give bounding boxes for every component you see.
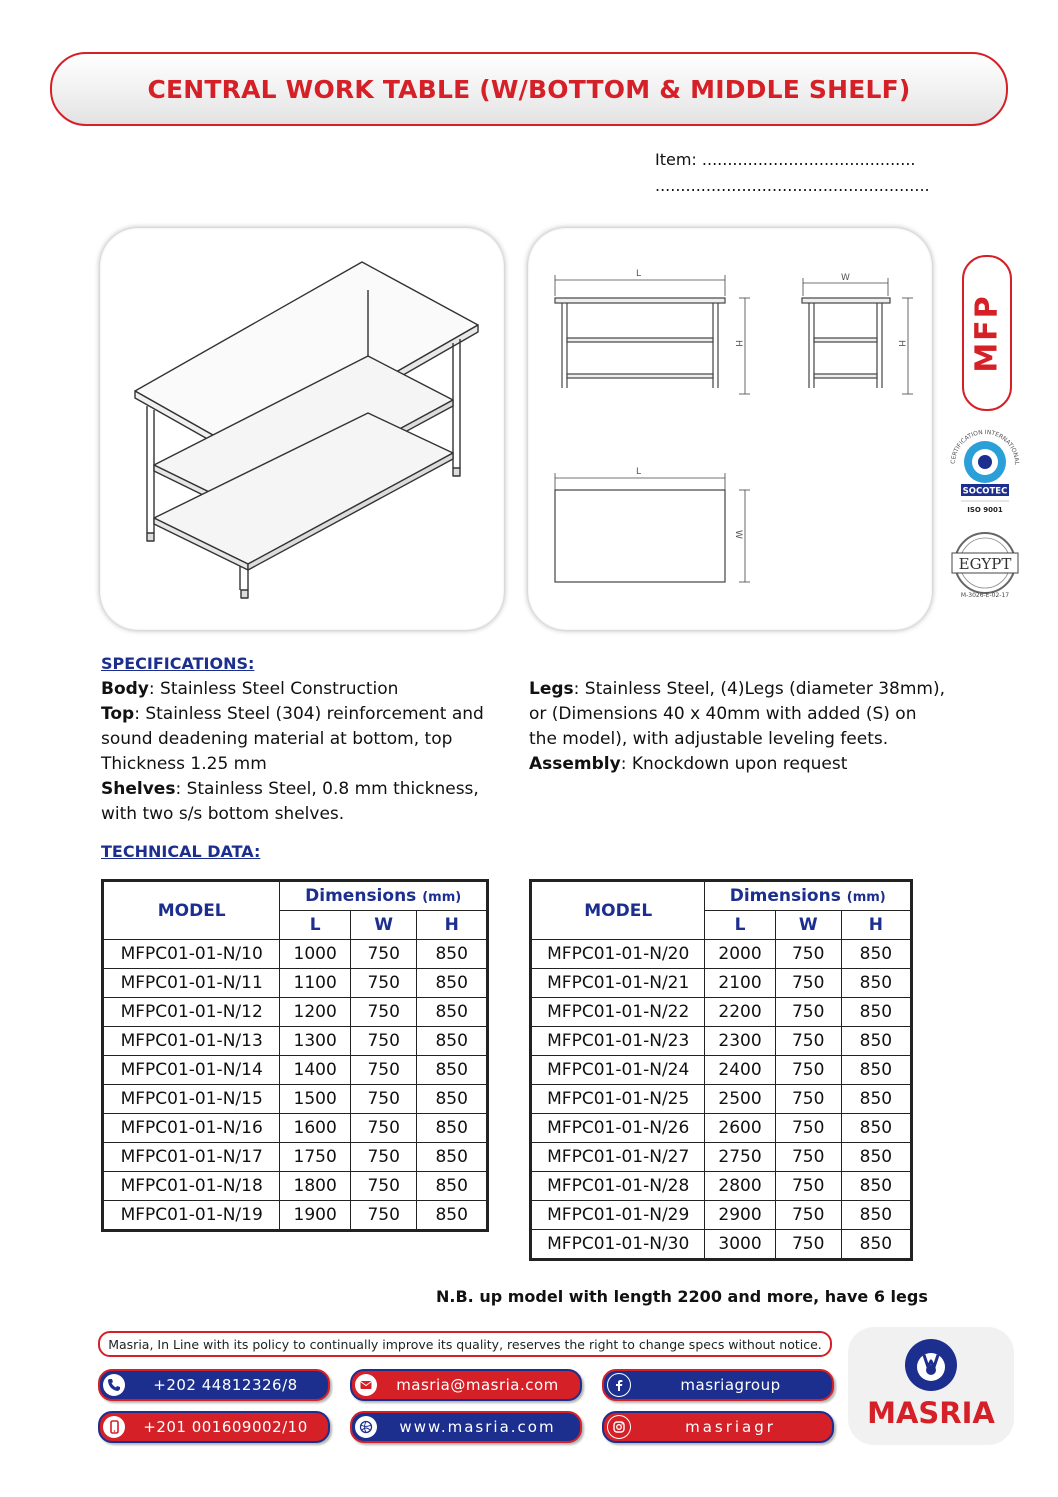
- table-row: [531, 1172, 912, 1201]
- table-row: [531, 969, 912, 998]
- model-cell: MFPC01-01-N/18: [103, 1172, 280, 1201]
- width-cell: 750: [775, 1201, 841, 1230]
- globe-icon: [355, 1416, 377, 1438]
- length-cell: 2750: [705, 1143, 775, 1172]
- top-text-1: : Stainless Steel (304) reinforcement and: [134, 704, 484, 724]
- length-cell: 1400: [280, 1056, 351, 1085]
- model-cell: MFPC01-01-N/19: [103, 1201, 280, 1231]
- length-cell: 1100: [280, 969, 351, 998]
- disclaimer-bar: [98, 1331, 832, 1357]
- table-row: [103, 1143, 488, 1172]
- email-icon: [355, 1374, 377, 1396]
- email-text: masria@masria.com: [396, 1376, 559, 1394]
- model-cell: MFPC01-01-N/26: [531, 1114, 705, 1143]
- masria-logo: [848, 1327, 1014, 1445]
- table-row: [103, 1201, 488, 1231]
- instagram-text: masriagr: [685, 1418, 776, 1436]
- width-cell: 750: [775, 1172, 841, 1201]
- egypt-seal-logo: [946, 530, 1024, 600]
- instagram-icon: [607, 1415, 631, 1439]
- title-banner: [50, 52, 1008, 126]
- length-cell: 2600: [705, 1114, 775, 1143]
- table-row: [531, 1114, 912, 1143]
- iso-text: ISO 9001: [967, 506, 1003, 514]
- width-cell: 750: [350, 940, 417, 969]
- height-cell: 850: [417, 1085, 488, 1114]
- front-length-label: L: [636, 269, 642, 279]
- table-row: [531, 940, 912, 969]
- length-cell: 2800: [705, 1172, 775, 1201]
- width-cell: 750: [775, 1027, 841, 1056]
- col-w-header: W: [775, 911, 841, 940]
- col-l-header: L: [705, 911, 775, 940]
- length-cell: 2300: [705, 1027, 775, 1056]
- model-cell: MFPC01-01-N/15: [103, 1085, 280, 1114]
- model-cell: MFPC01-01-N/24: [531, 1056, 705, 1085]
- isometric-drawing-panel: [100, 228, 504, 630]
- email-pill[interactable]: [350, 1369, 582, 1401]
- phone-icon: [103, 1374, 125, 1396]
- length-cell: 2000: [705, 940, 775, 969]
- legs-label: Legs: [529, 679, 574, 699]
- legs-text-3: the model), with adjustable leveling feets.: [529, 729, 889, 749]
- width-cell: 750: [350, 1201, 417, 1231]
- isometric-table-drawing: [100, 228, 504, 630]
- phone-2-text: +201 001609002/10: [143, 1418, 308, 1436]
- height-cell: 850: [841, 1201, 911, 1230]
- height-cell: 850: [417, 1201, 488, 1231]
- col-l-header: L: [280, 911, 351, 940]
- width-cell: 750: [775, 998, 841, 1027]
- page-title: CENTRAL WORK TABLE (W/BOTTOM & MIDDLE SHELF): [147, 74, 911, 104]
- model-cell: MFPC01-01-N/11: [103, 969, 280, 998]
- length-cell: 1300: [280, 1027, 351, 1056]
- table-row: [531, 1201, 912, 1230]
- height-cell: 850: [417, 998, 488, 1027]
- height-cell: 850: [841, 1143, 911, 1172]
- model-cell: MFPC01-01-N/21: [531, 969, 705, 998]
- socotec-text: SOCOTEC: [962, 486, 1008, 497]
- table-row: [103, 1085, 488, 1114]
- legs-note: N.B. up model with length 2200 and more, have 6 legs: [436, 1287, 928, 1306]
- length-cell: 1600: [280, 1114, 351, 1143]
- height-cell: 850: [841, 1230, 911, 1260]
- width-cell: 750: [350, 1085, 417, 1114]
- top-width-label: W: [733, 530, 743, 539]
- model-header: MODEL: [103, 881, 280, 940]
- model-cell: MFPC01-01-N/23: [531, 1027, 705, 1056]
- table-row: [103, 998, 488, 1027]
- shelves-label: Shelves: [101, 779, 176, 799]
- technical-data-heading: TECHNICAL DATA:: [101, 842, 261, 861]
- specifications-heading: SPECIFICATIONS:: [101, 654, 255, 673]
- phone-pill[interactable]: [98, 1369, 330, 1401]
- mfp-badge-text: MFP: [969, 293, 1005, 373]
- width-cell: 750: [350, 1172, 417, 1201]
- col-h-header: H: [841, 911, 911, 940]
- top-length-label: L: [636, 467, 642, 477]
- masria-logo-box: [848, 1327, 1014, 1445]
- table-row: [103, 969, 488, 998]
- table-row: [531, 1230, 912, 1260]
- technical-table-2: [529, 879, 913, 1261]
- model-cell: MFPC01-01-N/28: [531, 1172, 705, 1201]
- body-text: : Stainless Steel Construction: [148, 679, 399, 699]
- table-row: [103, 1114, 488, 1143]
- socotec-ring-text: CERTIFICATION INTERNATIONAL: [949, 428, 1021, 466]
- model-cell: MFPC01-01-N/10: [103, 940, 280, 969]
- facebook-icon: [607, 1373, 631, 1397]
- body-label: Body: [101, 679, 149, 699]
- height-cell: 850: [841, 940, 911, 969]
- height-cell: 850: [417, 1027, 488, 1056]
- table-row: [531, 1027, 912, 1056]
- top-text-3: Thickness 1.25 mm: [101, 754, 267, 774]
- mobile-icon: [103, 1416, 125, 1438]
- width-cell: 750: [350, 998, 417, 1027]
- table-row: [531, 1143, 912, 1172]
- mobile-pill[interactable]: [98, 1411, 330, 1443]
- width-cell: 750: [775, 1143, 841, 1172]
- shelves-text-2: with two s/s bottom shelves.: [101, 804, 345, 824]
- height-cell: 850: [841, 1114, 911, 1143]
- table-row: [531, 998, 912, 1027]
- item-field-line-1: Item: ..........................................: [655, 150, 916, 169]
- length-cell: 1800: [280, 1172, 351, 1201]
- width-cell: 750: [350, 1056, 417, 1085]
- height-cell: 850: [417, 940, 488, 969]
- width-cell: 750: [775, 1230, 841, 1260]
- assembly-label: Assembly: [529, 754, 621, 774]
- website-text: www.masria.com: [399, 1418, 556, 1436]
- socotec-iso-logo: [945, 422, 1025, 517]
- table-row: [103, 1172, 488, 1201]
- egypt-code-text: M-3026-E-02-17: [960, 592, 1010, 599]
- width-cell: 750: [775, 1056, 841, 1085]
- model-cell: MFPC01-01-N/12: [103, 998, 280, 1027]
- length-cell: 2900: [705, 1201, 775, 1230]
- table-row: [103, 1027, 488, 1056]
- height-cell: 850: [841, 1056, 911, 1085]
- length-cell: 2500: [705, 1085, 775, 1114]
- height-cell: 850: [841, 998, 911, 1027]
- table-row: [103, 1056, 488, 1085]
- model-cell: MFPC01-01-N/22: [531, 998, 705, 1027]
- width-cell: 750: [775, 969, 841, 998]
- facebook-pill[interactable]: [602, 1369, 834, 1401]
- width-cell: 750: [775, 940, 841, 969]
- width-cell: 750: [350, 1143, 417, 1172]
- height-cell: 850: [417, 969, 488, 998]
- model-cell: MFPC01-01-N/16: [103, 1114, 280, 1143]
- legs-text-2: or (Dimensions 40 x 40mm with added (S) on: [529, 704, 917, 724]
- length-cell: 1500: [280, 1085, 351, 1114]
- model-cell: MFPC01-01-N/13: [103, 1027, 280, 1056]
- length-cell: 1750: [280, 1143, 351, 1172]
- website-pill[interactable]: [350, 1411, 582, 1443]
- technical-table-1: [101, 879, 489, 1232]
- disclaimer-text: Masria, In Line with its policy to continually improve its quality, reserves the right to change specs without notice.: [108, 1336, 822, 1352]
- model-header: MODEL: [531, 881, 705, 940]
- height-cell: 850: [417, 1114, 488, 1143]
- height-cell: 850: [841, 969, 911, 998]
- facebook-text: masriagroup: [680, 1376, 781, 1394]
- length-cell: 3000: [705, 1230, 775, 1260]
- model-cell: MFPC01-01-N/29: [531, 1201, 705, 1230]
- model-cell: MFPC01-01-N/30: [531, 1230, 705, 1260]
- orthographic-drawings: [528, 228, 932, 630]
- height-cell: 850: [841, 1085, 911, 1114]
- instagram-pill[interactable]: [602, 1411, 834, 1443]
- col-h-header: H: [417, 911, 488, 940]
- side-width-label: W: [841, 273, 850, 283]
- width-cell: 750: [775, 1085, 841, 1114]
- height-cell: 850: [841, 1027, 911, 1056]
- model-cell: MFPC01-01-N/14: [103, 1056, 280, 1085]
- height-cell: 850: [841, 1172, 911, 1201]
- shelves-text-1: : Stainless Steel, 0.8 mm thickness,: [175, 779, 479, 799]
- model-cell: MFPC01-01-N/20: [531, 940, 705, 969]
- mfp-badge: [962, 255, 1012, 411]
- height-cell: 850: [417, 1143, 488, 1172]
- length-cell: 2100: [705, 969, 775, 998]
- item-field-line-2: ......................................................: [655, 176, 930, 195]
- dimensions-header: Dimensions (mm): [280, 881, 488, 911]
- phone-1-text: +202 44812326/8: [153, 1376, 298, 1394]
- width-cell: 750: [775, 1114, 841, 1143]
- side-height-label: H: [896, 340, 906, 347]
- height-cell: 850: [417, 1172, 488, 1201]
- height-cell: 850: [417, 1056, 488, 1085]
- top-text-2: sound deadening material at bottom, top: [101, 729, 453, 749]
- width-cell: 750: [350, 1027, 417, 1056]
- table-row: [531, 1085, 912, 1114]
- width-cell: 750: [350, 1114, 417, 1143]
- orthographic-drawing-panel: [528, 228, 932, 630]
- masria-brand-text: MASRIA: [867, 1396, 995, 1430]
- width-cell: 750: [350, 969, 417, 998]
- dimensions-header: Dimensions (mm): [705, 881, 912, 911]
- front-height-label: H: [733, 340, 743, 347]
- assembly-text: : Knockdown upon request: [620, 754, 848, 774]
- length-cell: 1000: [280, 940, 351, 969]
- col-w-header: W: [350, 911, 417, 940]
- length-cell: 2400: [705, 1056, 775, 1085]
- legs-text-1: : Stainless Steel, (4)Legs (diameter 38mm),: [573, 679, 946, 699]
- length-cell: 2200: [705, 998, 775, 1027]
- table-row: [531, 1056, 912, 1085]
- table-row: [103, 940, 488, 969]
- model-cell: MFPC01-01-N/27: [531, 1143, 705, 1172]
- specifications-left-column: [101, 677, 511, 827]
- length-cell: 1900: [280, 1201, 351, 1231]
- model-cell: MFPC01-01-N/17: [103, 1143, 280, 1172]
- top-label: Top: [101, 704, 135, 724]
- egypt-text: EGYPT: [958, 555, 1012, 573]
- length-cell: 1200: [280, 998, 351, 1027]
- specifications-right-column: [529, 677, 949, 777]
- model-cell: MFPC01-01-N/25: [531, 1085, 705, 1114]
